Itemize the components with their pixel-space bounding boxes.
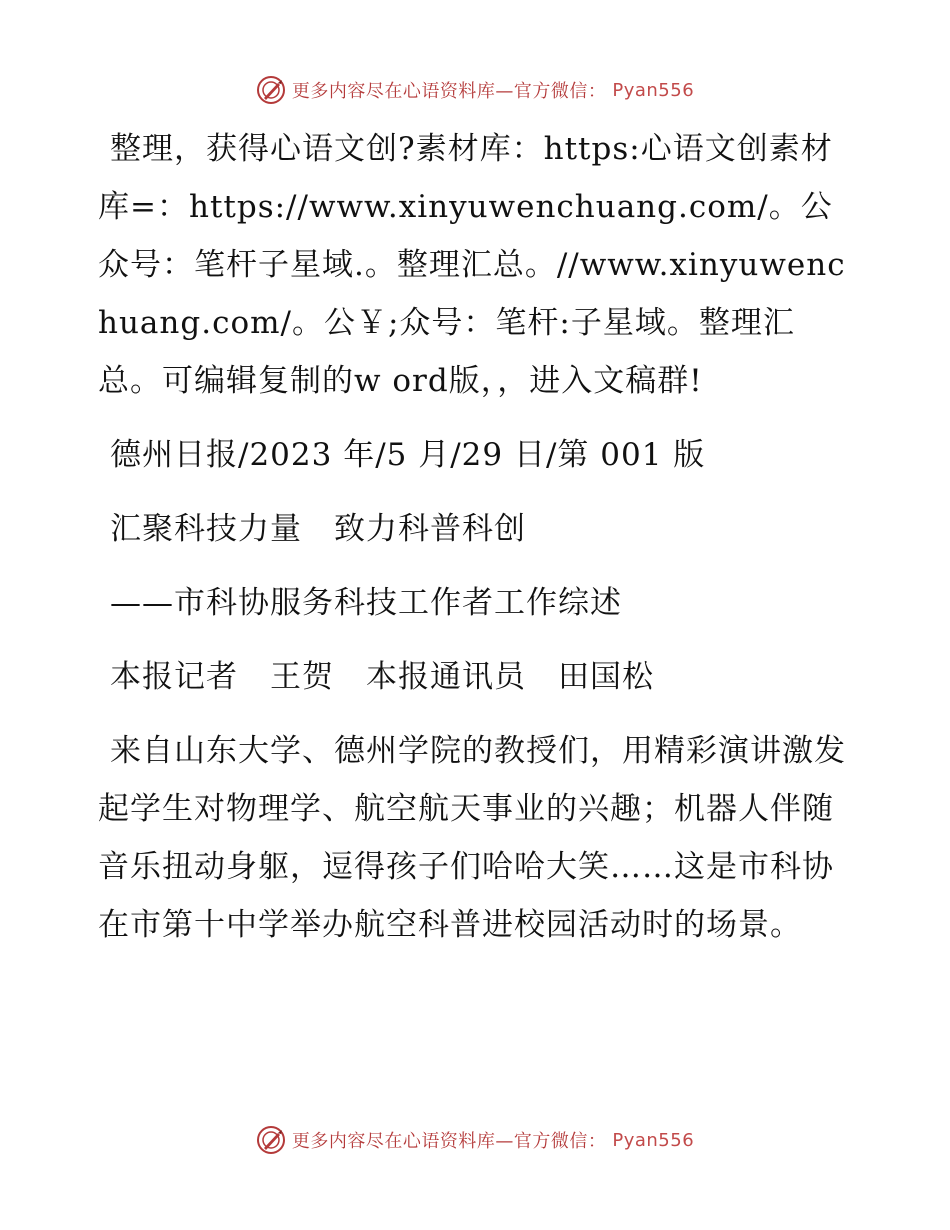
byline: 本报记者 王贺 本报通讯员 田国松 xyxy=(110,659,654,695)
subheadline: ——市科协服务科技工作者工作综述 xyxy=(110,585,622,621)
banner-text: 更多内容尽在心语资料库—官方微信： xyxy=(291,1131,607,1152)
footer-banner xyxy=(0,1120,950,1160)
pen-logo-icon xyxy=(256,1125,286,1155)
banner-text: 更多内容尽在心语资料库—官方微信： xyxy=(291,81,607,102)
header-banner xyxy=(0,70,950,110)
document-body xyxy=(98,120,850,972)
banner-wechat-id: Pyan556 xyxy=(612,79,695,101)
body-paragraph: 来自山东大学、德州学院的教授们，用精彩演讲激发起学生对物理学、航空航天事业的兴趣；机器人伴随音乐扭动身躯，逗得孩子们哈哈大笑……这是市科协在市第十中学举办航空科普进校园活动时的场景。 xyxy=(98,733,846,943)
intro-paragraph: 整理，获得心语文创?素材库：https:心语文创素材库=：https://www.xinyuwenchuang.com/。公众号：笔杆子星域.。整理汇总。//www.xinyuwenchuang.com/。公￥;众号：笔杆:子星域。整理汇总。可编辑复制的w ord版，，进入文稿群! xyxy=(98,131,846,399)
headline: 汇聚科技力量 致力科普科创 xyxy=(110,511,526,547)
pen-logo-icon xyxy=(256,75,286,105)
dateline: 德州日报/2023 年/5 月/29 日/第 001 版 xyxy=(110,437,706,473)
banner-wechat-id: Pyan556 xyxy=(612,1129,695,1151)
